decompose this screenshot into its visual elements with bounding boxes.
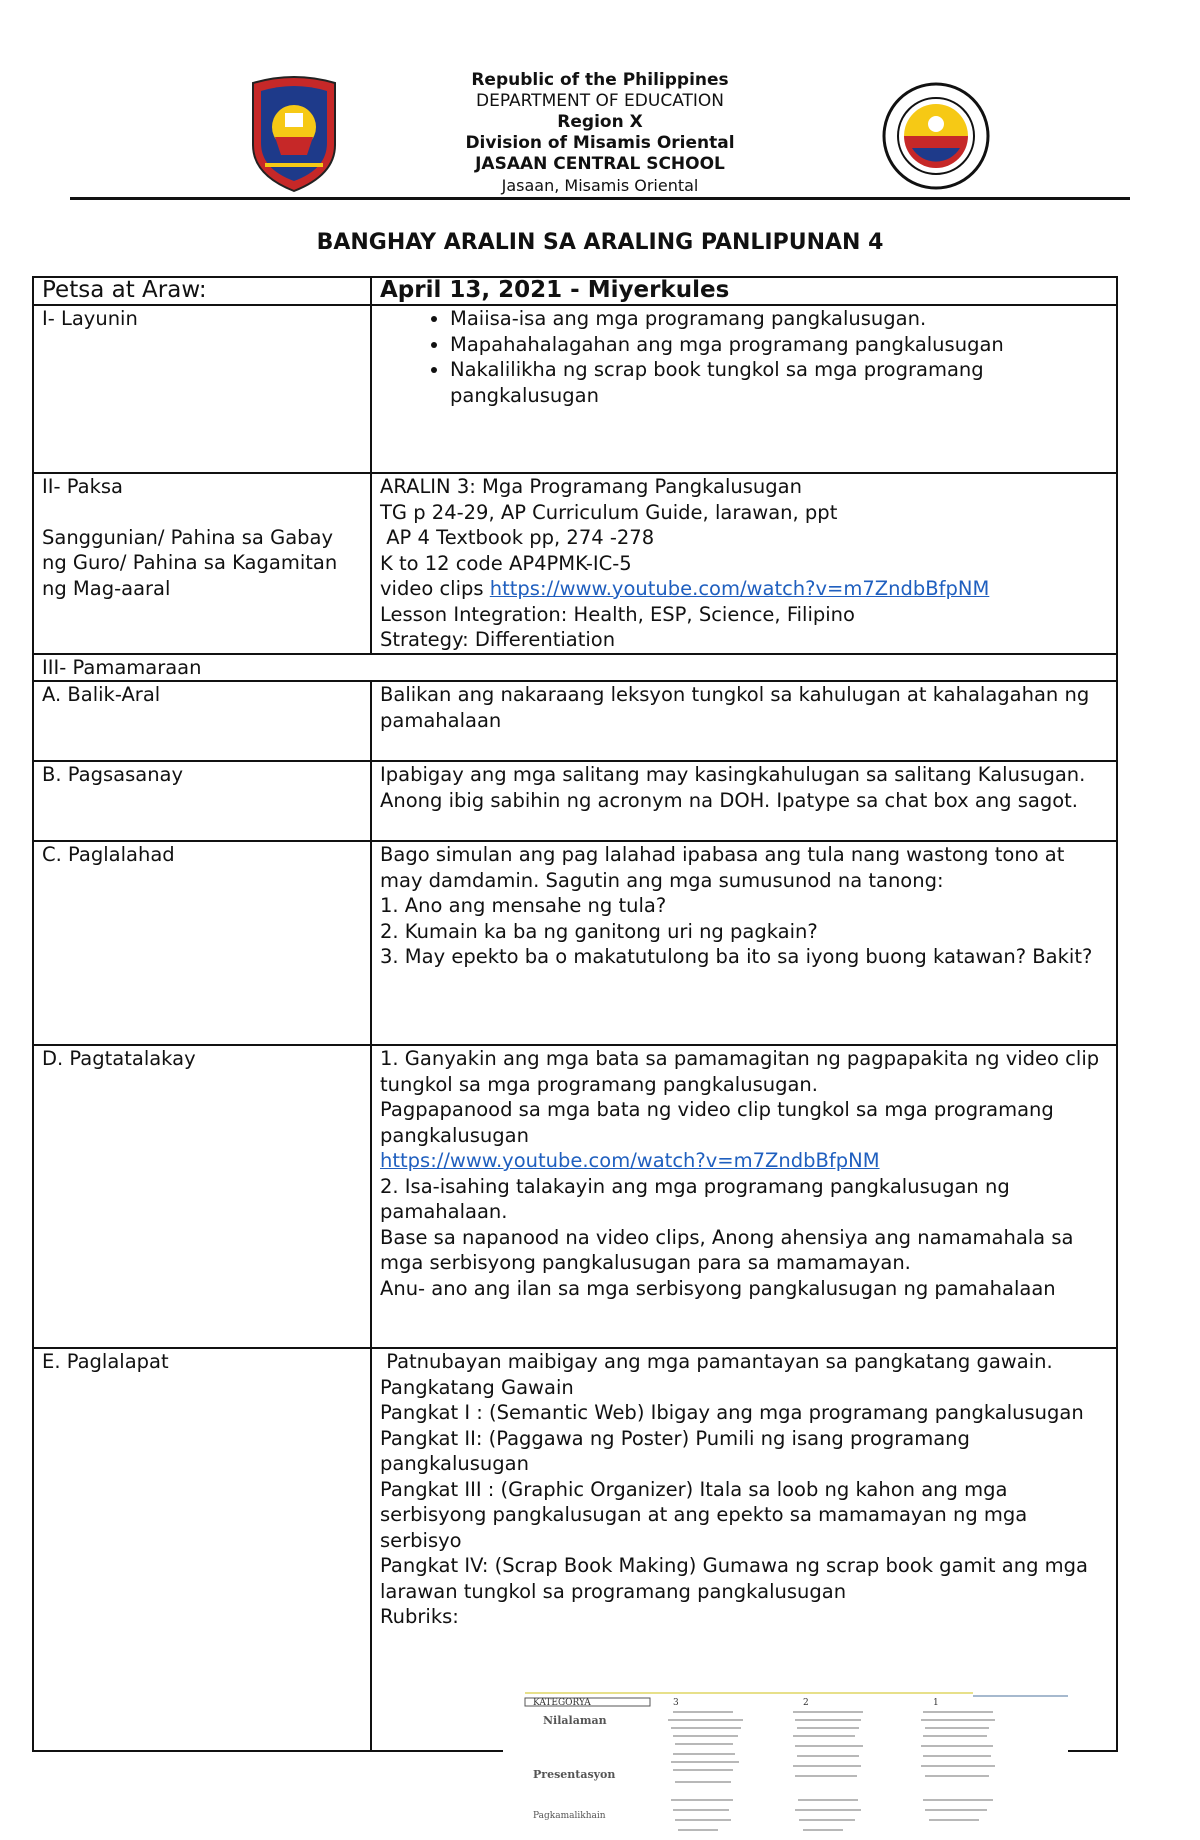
video-clips-line: video clips https://www.youtube.com/watch?v=m7ZndbBfpNM: [380, 577, 990, 600]
c-line: 1. Ano ang mensahe ng tula?: [380, 894, 667, 917]
youtube-link[interactable]: https://www.youtube.com/watch?v=m7ZndbBfpNM: [489, 577, 990, 600]
table-row-pagtatalakay: [33, 1045, 1117, 1348]
header-department: DEPARTMENT OF EDUCATION: [475, 91, 724, 111]
integration-line: Lesson Integration: Health, ESP, Science, Filipino: [380, 602, 855, 626]
date-label: Petsa at Araw:: [33, 277, 371, 305]
e-line: Rubriks:: [380, 1605, 459, 1628]
e-line: Pangkatang Gawain: [380, 1375, 574, 1399]
header-division: Division of Misamis Oriental: [465, 133, 735, 153]
e-line: Patnubayan maibigay ang mga pamantayan sa pangkatang gawain.: [380, 1350, 1053, 1373]
paksa-line: K to 12 code AP4PMK-IC-5: [380, 551, 632, 575]
rubric-header-2: 2: [803, 1698, 809, 1708]
header-divider: [70, 197, 1130, 200]
header-republic: Republic of the Philippines: [471, 70, 729, 90]
rubric-row-pagkamalikhain: Pagkamalikhain: [533, 1811, 606, 1821]
d-line: Pagpapanood sa mga bata ng video clip tungkol sa mga programang pangkalusugan: [380, 1098, 1054, 1147]
d-label: D. Pagtatalakay: [33, 1045, 371, 1348]
list-item: • Nakalilikha ng scrap book tungkol sa mga programang pangkalusugan: [450, 357, 1108, 408]
letterhead: [0, 60, 1200, 210]
d-line: 1. Ganyakin ang mga bata sa pamamagitan ng pagpapakita ng video clip tungkol sa mga programang pangkalusugan.: [380, 1047, 1100, 1096]
e-line: Pangkat III : (Graphic Organizer) Itala sa loob ng kahon ang mga serbisyong pangkalusugan at ang epekto sa mamamayan ng mga serbisyo: [380, 1477, 1028, 1552]
lesson-plan-table: [32, 276, 1118, 1752]
list-item: • Mapahahalagahan ang mga programang pangkalusugan: [450, 332, 1108, 358]
sanggunian-label: Sanggunian/ Pahina sa Gabay ng Guro/ Pahina sa Kagamitan ng Mag-aaral: [42, 525, 338, 600]
e-line: Pangkat II: (Paggawa ng Poster) Pumili ng isang programang pangkalusugan: [380, 1426, 970, 1475]
table-row-paglalahad: [33, 841, 1117, 1045]
paksa-line: TG p 24-29, AP Curriculum Guide, larawan, ppt: [380, 500, 838, 524]
rubric-header-kategorya: KATEGORYA: [533, 1698, 591, 1708]
table-row-paksa: [33, 473, 1117, 654]
c-content: [371, 841, 1117, 1045]
pamamaraan-label: III- Pamamaraan: [33, 654, 1117, 682]
c-line: 2. Kumain ka ba ng ganitong uri ng pagkain?: [380, 919, 818, 943]
d-line: 2. Isa-isahing talakayin ang mga programang pangkalusugan ng pamahalaan.: [380, 1174, 1010, 1223]
d-line: Anu- ano ang ilan sa mga serbisyong pangkalusugan ng pamahalaan: [380, 1276, 1056, 1300]
e-line: Pangkat I : (Semantic Web) Ibigay ang mga programang pangkalusugan: [380, 1401, 1084, 1424]
paksa-label: II- Paksa: [42, 475, 123, 498]
header-location: Jasaan, Misamis Oriental: [501, 176, 699, 195]
header-region: Region X: [557, 112, 643, 132]
table-row-pamamaraan: [33, 654, 1117, 682]
a-label: A. Balik-Aral: [33, 681, 371, 761]
e-label: E. Paglalapat: [33, 1348, 371, 1751]
document-title: BANGHAY ARALIN SA ARALING PANLIPUNAN 4: [316, 230, 884, 255]
header-school: JASAAN CENTRAL SCHOOL: [475, 154, 725, 174]
list-item: • Maiisa-isa ang mga programang pangkalusugan.: [450, 306, 1108, 332]
paksa-line: ARALIN 3: Mga Programang Pangkalusugan: [380, 475, 802, 498]
paksa-label-cell: [33, 473, 371, 654]
e-line: Pangkat IV: (Scrap Book Making) Gumawa ng scrap book gamit ang mga larawan tungkol sa programang pangkalusugan: [380, 1554, 1088, 1603]
table-row-pagsasanay: [33, 761, 1117, 841]
school-seal-logo: [882, 82, 990, 190]
c-line: Bago simulan ang pag lalahad ipabasa ang tula nang wastong tono at may damdamin. Sagutin ang mga sumusunod na tanong:: [380, 843, 1065, 892]
youtube-link[interactable]: https://www.youtube.com/watch?v=m7ZndbBfpNM: [380, 1149, 880, 1172]
rubric-image: [503, 1690, 1068, 1840]
deped-seal-logo: [245, 75, 343, 193]
c-label: C. Paglalahad: [33, 841, 371, 1045]
b-label: B. Pagsasanay: [33, 761, 371, 841]
d-content: [371, 1045, 1117, 1348]
c-line: 3. May epekto ba o makatutulong ba ito sa iyong buong katawan? Bakit?: [380, 945, 1093, 968]
objectives-list: [380, 306, 1108, 408]
d-line: Base sa napanood na video clips, Anong ahensiya ang namamahala sa mga serbisyong pangkalusugan para sa mamamayan.: [380, 1225, 1074, 1274]
rubric-header-3: 3: [673, 1698, 679, 1708]
strategy-line: Strategy: Differentiation: [380, 628, 616, 651]
rubric-row-presentasyon: Presentasyon: [533, 1768, 616, 1781]
table-row-layunin: [33, 305, 1117, 473]
layunin-label: I- Layunin: [33, 305, 371, 473]
a-text: Balikan ang nakaraang leksyon tungkol sa kahulugan at kahalagahan ng pamahalaan: [371, 681, 1117, 761]
rubric-row-nilalaman: Nilalaman: [543, 1714, 607, 1727]
paksa-line: AP 4 Textbook pp, 274 -278: [380, 526, 655, 549]
b-text: Ipabigay ang mga salitang may kasingkahulugan sa salitang Kalusugan. Anong ibig sabihin ng acronym na DOH. Ipatype sa chat box ang sagot.: [371, 761, 1117, 841]
paksa-content: [371, 473, 1117, 654]
date-value: April 13, 2021 - Miyerkules: [371, 277, 1117, 305]
rubric-header-1: 1: [933, 1698, 939, 1708]
table-row-balik-aral: [33, 681, 1117, 761]
table-row-date: [33, 277, 1117, 305]
layunin-content: [371, 305, 1117, 473]
